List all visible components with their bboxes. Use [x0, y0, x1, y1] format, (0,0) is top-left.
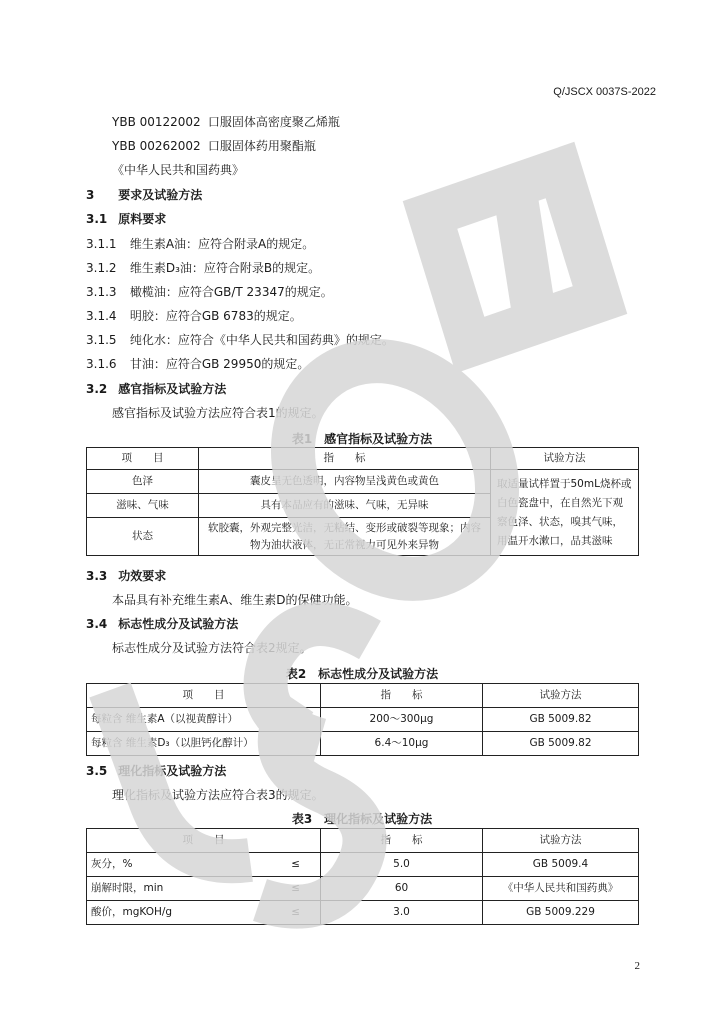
table-header-cell: 项 目 — [87, 448, 199, 470]
le-operator: ≤ — [291, 906, 300, 918]
reference-title: 《中华人民共和国药典》 — [112, 163, 245, 177]
marker-table — [86, 683, 639, 756]
table-header-cell: 试验方法 — [483, 829, 639, 853]
table-header-row — [87, 684, 639, 708]
document-code: Q/JSCX 0037S-2022 — [553, 86, 656, 98]
section-heading — [86, 381, 226, 397]
sensory-table — [86, 447, 639, 556]
table-header-cell: 项 目 — [87, 684, 321, 708]
table-header-cell: 指 标 — [321, 829, 483, 853]
clause-number: 3.1.2 — [86, 261, 117, 275]
clause-text: 维生素A油：应符合附录A的规定。 — [129, 237, 315, 251]
table-cell — [87, 901, 321, 925]
table-cell: 《中华人民共和国药典》 — [483, 877, 639, 901]
material-item — [86, 308, 302, 324]
table-cell: 60 — [321, 877, 483, 901]
table-cell: 每粒含 维生素D₃（以胆钙化醇计） — [87, 732, 321, 756]
section-heading — [86, 616, 238, 632]
section-title: 感官指标及试验方法 — [118, 382, 227, 396]
table-cell: 200～300μg — [321, 708, 483, 732]
section-title: 原料要求 — [118, 212, 167, 226]
section-heading — [86, 211, 166, 227]
le-operator: ≤ — [291, 858, 300, 870]
table-row — [87, 853, 639, 877]
table-cell: 6.4～10μg — [321, 732, 483, 756]
table-row — [87, 877, 639, 901]
table-row — [87, 708, 639, 732]
watermark-letter-b — [430, 170, 600, 345]
item-label: 灰分，% — [91, 858, 133, 870]
table-header-row — [87, 829, 639, 853]
table-cell: 取适量试样置于50mL烧杯或白色瓷盘中，在自然光下观察色泽、状态，嗅其气味，用温开水漱口，品其滋味 — [491, 470, 639, 556]
table-header-cell: 指 标 — [321, 684, 483, 708]
item-label: 酸价，mgKOH/g — [91, 906, 173, 918]
table-cell: GB 5009.82 — [483, 732, 639, 756]
table-row — [87, 732, 639, 756]
item-label: 崩解时限，min — [91, 882, 164, 894]
table-row — [87, 470, 639, 494]
reference-title: 口服固体药用聚酯瓶 — [207, 139, 316, 153]
material-item — [86, 284, 333, 300]
clause-text: 甘油：应符合GB 29950的规定。 — [129, 357, 310, 371]
section-number: 3.1 — [86, 212, 108, 226]
section-title: 要求及试验方法 — [118, 188, 203, 202]
clause-number: 3.1.4 — [86, 309, 117, 323]
table-cell: 5.0 — [321, 853, 483, 877]
table-header-cell: 指 标 — [199, 448, 491, 470]
section-title: 功效要求 — [118, 569, 167, 583]
table-cell: 色泽 — [87, 470, 199, 494]
section-number: 3 — [86, 188, 95, 202]
reference-item — [112, 162, 244, 178]
paragraph: 感官指标及试验方法应符合表1的规定。 — [112, 406, 324, 420]
clause-text: 纯化水：应符合《中华人民共和国药典》的规定。 — [129, 333, 394, 347]
clause-text: 明胶：应符合GB 6783的规定。 — [129, 309, 302, 323]
paragraph: 理化指标及试验方法应符合表3的规定。 — [112, 788, 324, 802]
page-number: 2 — [634, 960, 640, 972]
table-cell: GB 5009.82 — [483, 708, 639, 732]
reference-code: YBB 00262002 — [112, 139, 201, 153]
table-header-cell: 试验方法 — [483, 684, 639, 708]
paragraph: 标志性成分及试验方法符合表2规定。 — [112, 641, 312, 655]
material-item — [86, 260, 320, 276]
section-number: 3.5 — [86, 764, 108, 778]
material-item — [86, 332, 394, 348]
table-caption: 表3 理化指标及试验方法 — [291, 812, 433, 826]
clause-text: 橄榄油：应符合GB/T 23347的规定。 — [129, 285, 333, 299]
clause-number: 3.1.3 — [86, 285, 117, 299]
table-cell: 滋味、气味 — [87, 494, 199, 518]
material-item — [86, 356, 309, 372]
clause-number: 3.1.1 — [86, 237, 117, 251]
reference-item — [112, 114, 340, 130]
table-cell: 软胶囊，外观完整光洁，无粘结、变形或破裂等现象；内容物为油状液体，无正常视力可见外来异物 — [199, 518, 491, 556]
section-heading — [86, 763, 226, 779]
table-caption: 表2 标志性成分及试验方法 — [285, 667, 439, 681]
material-item — [86, 236, 314, 252]
table-header-cell: 试验方法 — [491, 448, 639, 470]
clause-number: 3.1.6 — [86, 357, 117, 371]
paragraph: 本品具有补充维生素A、维生素D的保健功能。 — [112, 593, 358, 607]
table-header-row — [87, 448, 639, 470]
table-cell — [87, 877, 321, 901]
physchem-table — [86, 828, 639, 925]
section-number: 3.3 — [86, 569, 108, 583]
table-cell: GB 5009.229 — [483, 901, 639, 925]
section-title: 理化指标及试验方法 — [118, 764, 227, 778]
clause-text: 维生素D₃油：应符合附录B的规定。 — [129, 261, 321, 275]
reference-item — [112, 138, 316, 154]
reference-code: YBB 00122002 — [112, 115, 201, 129]
table-cell: 具有本品应有的滋味、气味，无异味 — [199, 494, 491, 518]
table-cell: 3.0 — [321, 901, 483, 925]
table-cell: 状态 — [87, 518, 199, 556]
table-caption: 表1 感官指标及试验方法 — [291, 432, 433, 446]
section-heading — [86, 568, 166, 584]
le-operator: ≤ — [291, 882, 300, 894]
section-number: 3.4 — [86, 617, 108, 631]
clause-number: 3.1.5 — [86, 333, 117, 347]
table-cell: GB 5009.4 — [483, 853, 639, 877]
table-header-cell: 项 目 — [87, 829, 321, 853]
section-title: 标志性成分及试验方法 — [118, 617, 239, 631]
section-heading — [86, 187, 202, 203]
table-row — [87, 901, 639, 925]
reference-title: 口服固体高密度聚乙烯瓶 — [207, 115, 340, 129]
table-cell: 囊皮呈无色透明，内容物呈浅黄色或黄色 — [199, 470, 491, 494]
table-cell: 每粒含 维生素A（以视黄醇计） — [87, 708, 321, 732]
table-cell — [87, 853, 321, 877]
section-number: 3.2 — [86, 382, 108, 396]
